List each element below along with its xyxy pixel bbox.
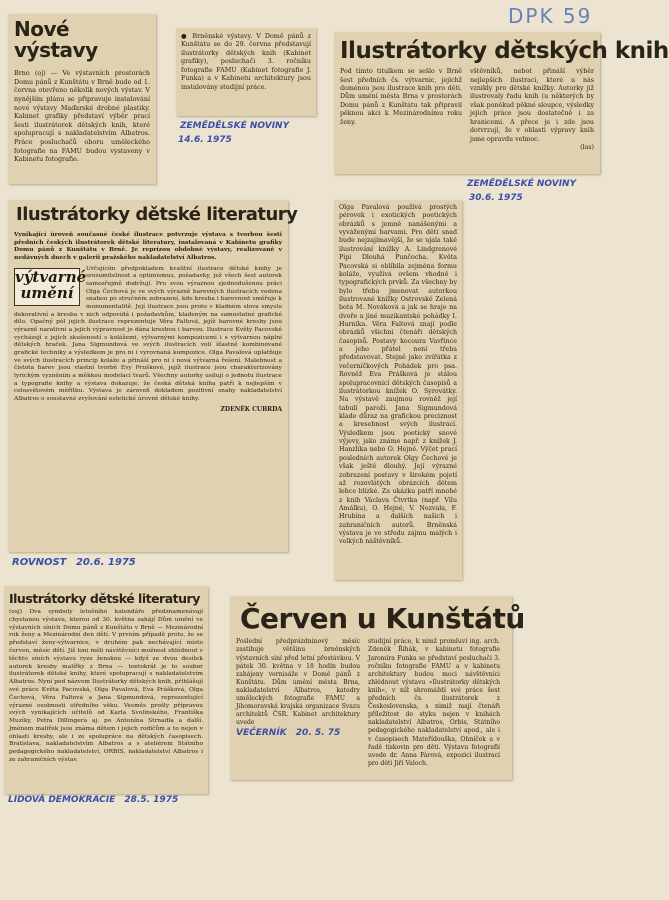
date-note: 14.6. 1975 (178, 135, 232, 145)
source-note (8, 795, 178, 805)
source-name: ROVNOST (12, 557, 67, 568)
clipping-continuation-column (334, 200, 462, 580)
source-note: ZEMĚDĚLSKÉ NOVINY (180, 121, 290, 131)
clipping-column-2: studijní práce, k nimž promluví ing. arch. Zdeněk Říhák, v kabinetu fotografie Jaromíra Funka se představí posluchači 3. ročníku fotografie FAMU a v kabinetu architektury budou moci návštěvníci zhlédnout výstavu »Ilustrátorky dětských knih«, v níž shromáždí své práce šest předních čs. ilustrátorek z Československa, s nimiž mají čtenáři příležitost do styku nejen v knihách nakladatelství Albatros, Orbis, Státního pedagogického nakladatelství apod., ale i v časopisech Mateřídouška, Ohníček a v řadě tiskovin pro děti. Výstavu fotografií uvede dr. Anna Fárová, expozici ilustrací pro děti Jiří Valoch. (368, 638, 500, 767)
clipping-signature: ZDENĚK CUBRDA (220, 405, 282, 413)
clipping-column-2: vštěvníků, nebot přináší výběr nejlepších ilustrací, které u nás vznikly pro dětské knížky. Autorky již ilustrovaly řadu knih (u některých by však poněkud pěkné sloupce, výsledky jejich práce jsou dostatečně i za hranicemi. A přece je i zde jsou dotvrzují, že v oblasti výpravy knih jsme opravdu velmoc. (470, 68, 594, 143)
clipping-brnenske-vystavy (176, 28, 316, 116)
clipping-title: Ilustrátorky dětské literatury (16, 204, 298, 225)
clipping-lidova-demokracie (4, 586, 208, 794)
date-note: 30.6. 1975 (469, 193, 523, 203)
clipping-author-mark: (las) (580, 144, 594, 152)
source-note: ZEMĚDĚLSKÉ NOVINY (467, 179, 577, 189)
clipping-column-1: Poslední předprázdninový měsíc zastihuje většinu brněnských výstavních síní před letní přestávkou. V pátek 30. května v 18 hodin budou zahájeny vernisáže v Domě pánů z Kunštátu. Dům umění města Brna, nakladatelství Albatros, katedry uměleckých fotografie FAMU a Jihomoravská krajská organizace Svazu architektů ČSR. Kabinet architektury uvede (236, 638, 360, 727)
clipping-body-text: Určujícím předpokladem kvalitní ilustrace dětské knihy je srozumitelnost a optimismus, požadavky, jež všech šest autorek samozřejmě dodržují. Pro svou výraznou zjednodušenou práci Olga Čechová je ve svých výrazně barevných ilustracích vedena snahou po stručném zobrazení, kde kresba i barevnost směřuje k monumentalitě. Její ilustrace jsou proto v kladném slova smyslu dekorativní a kresba v nich odpovídá i požadavkům, kladeným na samostatné grafické dílo. Opačný pól jejich ilustrace reprezentuje Věra Faltová, jejíž barevné kresby jsou výrazně narativní a jejich výpravnost je dána kresbou i barvou. Ilustrace Květy Pacovské vycházejí z jejích zkušeností s kolážemi, výtvarnými kompozicemi i s výtvarnou náplní dětských hraček. Jana Sigmundová ve svých ilustracích volí šťastně kombinované grafické techniky a výsledkem je pro ni i vyrovnaná kompozice. Olga Pavalová uplatňuje ve svých ilustracích princip koláže a přináší pro ni i nová výtvarná řešení. Malebnost a čistota barev jsou vlastní tvorbě Evy Pruškové, jejíž ilustrace jsou charakterizovány lyrickým vyzněním a měkkou modelací tvarů. Všechny autorky usilují o jednotu ilustrace a typografie knihy a výstava dokazuje, že česká dětská kniha patří k nejlepším v celosvětovém měřítku. Výstava je zároveň dokladem pozitivní snahy nakladatelství Albatros o soustavné zvyšování estetické úrovně dětské knihy. (14, 265, 282, 402)
source-date: 20. 5. 75 (295, 728, 341, 738)
source-note (236, 728, 340, 738)
clipping-body (14, 266, 282, 404)
clipping-title: Ilustrátorky dětských knih (340, 38, 669, 64)
source-date: 20.6. 1975 (75, 557, 136, 568)
clipping-title: Červen u Kunštátů (240, 602, 525, 635)
clipping-nove-vystavy (8, 14, 156, 184)
archive-mark: DPK 59 (508, 4, 593, 28)
source-note (12, 557, 136, 568)
clipping-lead: Vynikající úroveň současné české ilustrace potvrzuje výstava s tvorbou šesti předních českých ilustrátorek dětské literatury, instalovaná v Kabinetu grafiky Domu pánů z Kunštátu v Brně. Je reprízou obdobné výstavy, realizované v nedávných dnech v galerii pražského nakladatelství Albatros. (14, 230, 282, 261)
vytvarne-umeni-logo: výtvarné umění (14, 268, 80, 306)
source-date: 28.5. 1975 (124, 795, 179, 805)
clipping-cerven-u-kunstatu (230, 596, 525, 780)
source-name: LIDOVÁ DEMOKRACIE (8, 795, 116, 805)
clipping-text: Brno (oj) — Ve výstavních prostorách Domu pánů z Kunštátu v Brně bude od 1. června otevřeno několik nových výstav. V nynějším plánu se připravuje instalování nové výstavy Maďarské drobné plastiky. Kabinet grafiky představí výběr prací šesti ilustrátorek dětských knih, které spolupracují s nakladatelstvím Albatros. Práce posluchačů oboru uměleckého fotografie na FAMU budou vystaveny v Kabinetu fotografie. (14, 69, 150, 164)
clipping-ilustratorky-detske-literatury (8, 200, 298, 552)
clipping-title: Ilustrátorky dětské literatury (9, 591, 200, 606)
source-name: VEČERNÍK (236, 728, 287, 738)
clipping-column-1: Pod tímto titulkem se sešlo v Brně šest předních čs. výtvarnic, jejichž doménou jsou ilustrace knih pro děti. Dům umění města Brna v prostorách Domu pánů z Kunštátu tak připravil pěknou akci k Mezinárodnímu roku ženy. (340, 68, 462, 126)
clipping-ilustratorky-detskych-knih (334, 32, 669, 174)
clipping-text: Olga Pavalová používá prostých pérovek i exotických poetických obrázků s jemně nanášenými a vyváženými barvami. Pro děti snad bude nejzajímavější, že se ujala také ilustrování knížky A. Lindgrenové Pipi Dlouhá Punčocha. Květa Pacovská si oblíbila zejména formu koláže, využívá ovšem vhodně i typografických prvků. Za všechny by bylo třeba jmenovat autorkou ilustrované knížky Ostrovské Zelená bota M. Nováková a jak se hraje na dvoře a jiné muzikantské pohádky I. Hurníka. Věra Faltová znají podle obrázků všichni čtenáři dětských časopisů. Postavy kocoura Vavřince a jeho přátel není třeba představovat. Stejně jako zvířátka z večerníčkových Pohádek pro psa. Rovněž Eva Prášková je stálou spolupracovnicí dětských časopisů a ilustrátorkou knížek O. Syrovátky. Na výstavě zaujmou rovněž její tabulí paroží. Jana Sigmundová klade důraz na grafickou preciznost a kresebnost svých ilustrací. Výsledkem jsou poetický snové výjevy, jako známe např. z knížek J. Hanzlíka nebo O. Hejné. Výčet prací posledních autorek Olgy Čechové je však ještě dlouhý. Její výrazné zobrazení postavy v širokém pojetí až rozevlátých obrázcích dětem lehce blízké. Za ukázku patří mnohé z knih Václava Čtvrtka (např. Vílu Amálku), O. Hejné, V. Nezvala, F. Hrubína a dalších našich i zahraničních autorů. Brněnská výstava je ve středu zájmu malých i velkých náštěvníků. (339, 204, 457, 546)
clipping-title: Nové výstavy (14, 17, 98, 62)
clipping-text: ● Brněnské výstavy. V Domě pánů z Kunštátu se do 29. června představují ilustrátorky dětských knih (Kabinet grafiky), posluchači 3. ročníku fotografie FAMU (Kabinet fotografie J. Funka) a v Kabinetu architektury jsou instalovány studijní práce. (181, 32, 311, 91)
clipping-text: (osj) Dva symboly letošního kalendáře předznamenávají chystanou výstavu, kterou od 30. května zahájí Dům umění ve výstavních síních Domu pánů z Kunštátu v Brně — Mezinárodní rok ženy a Mezinárodní den dětí. V prvním případě proto, že se představí ženy-výtvarnice, v druhém pak nechávající místo červen, měsíc dětí. Již loni měli návštěvníci možnost shlédnout v těchto síních výstavu ryze ženskou — když ze dvou desítek autorek kresby malířky z Brna — tentokrát je to soubor ilustrátorek dětské knihy, které spolupracují s nakladatelstvím Albatros. Nyní pod názvem Ilustrátorky dětských knih, přihlášují své práce Květa Pacovská, Olga Pavalová, Eva Prášková, Olga Čechová, Věra Faltová a Jana Sigmundová, reprezentující výrazné osobnosti středního věku. Vesměs prošly přípravou svých vynikajících učitelů od Karla Svolinského, Františka Muzíky, Petra Dillingera aj. po Antonína Strnadla a další. Jménem malířek jsou známa dětem i jejich rodičům a to nejen v oblasti kresby, ale i ze spolupráce na dětských časopisech. Bratislava, nakladatelstvím Albatros a s ateliérem Státního pedagogického nakladatelství, ORBIS, nakladatelství Albatros i ze zahraničních výstav. (9, 609, 203, 763)
